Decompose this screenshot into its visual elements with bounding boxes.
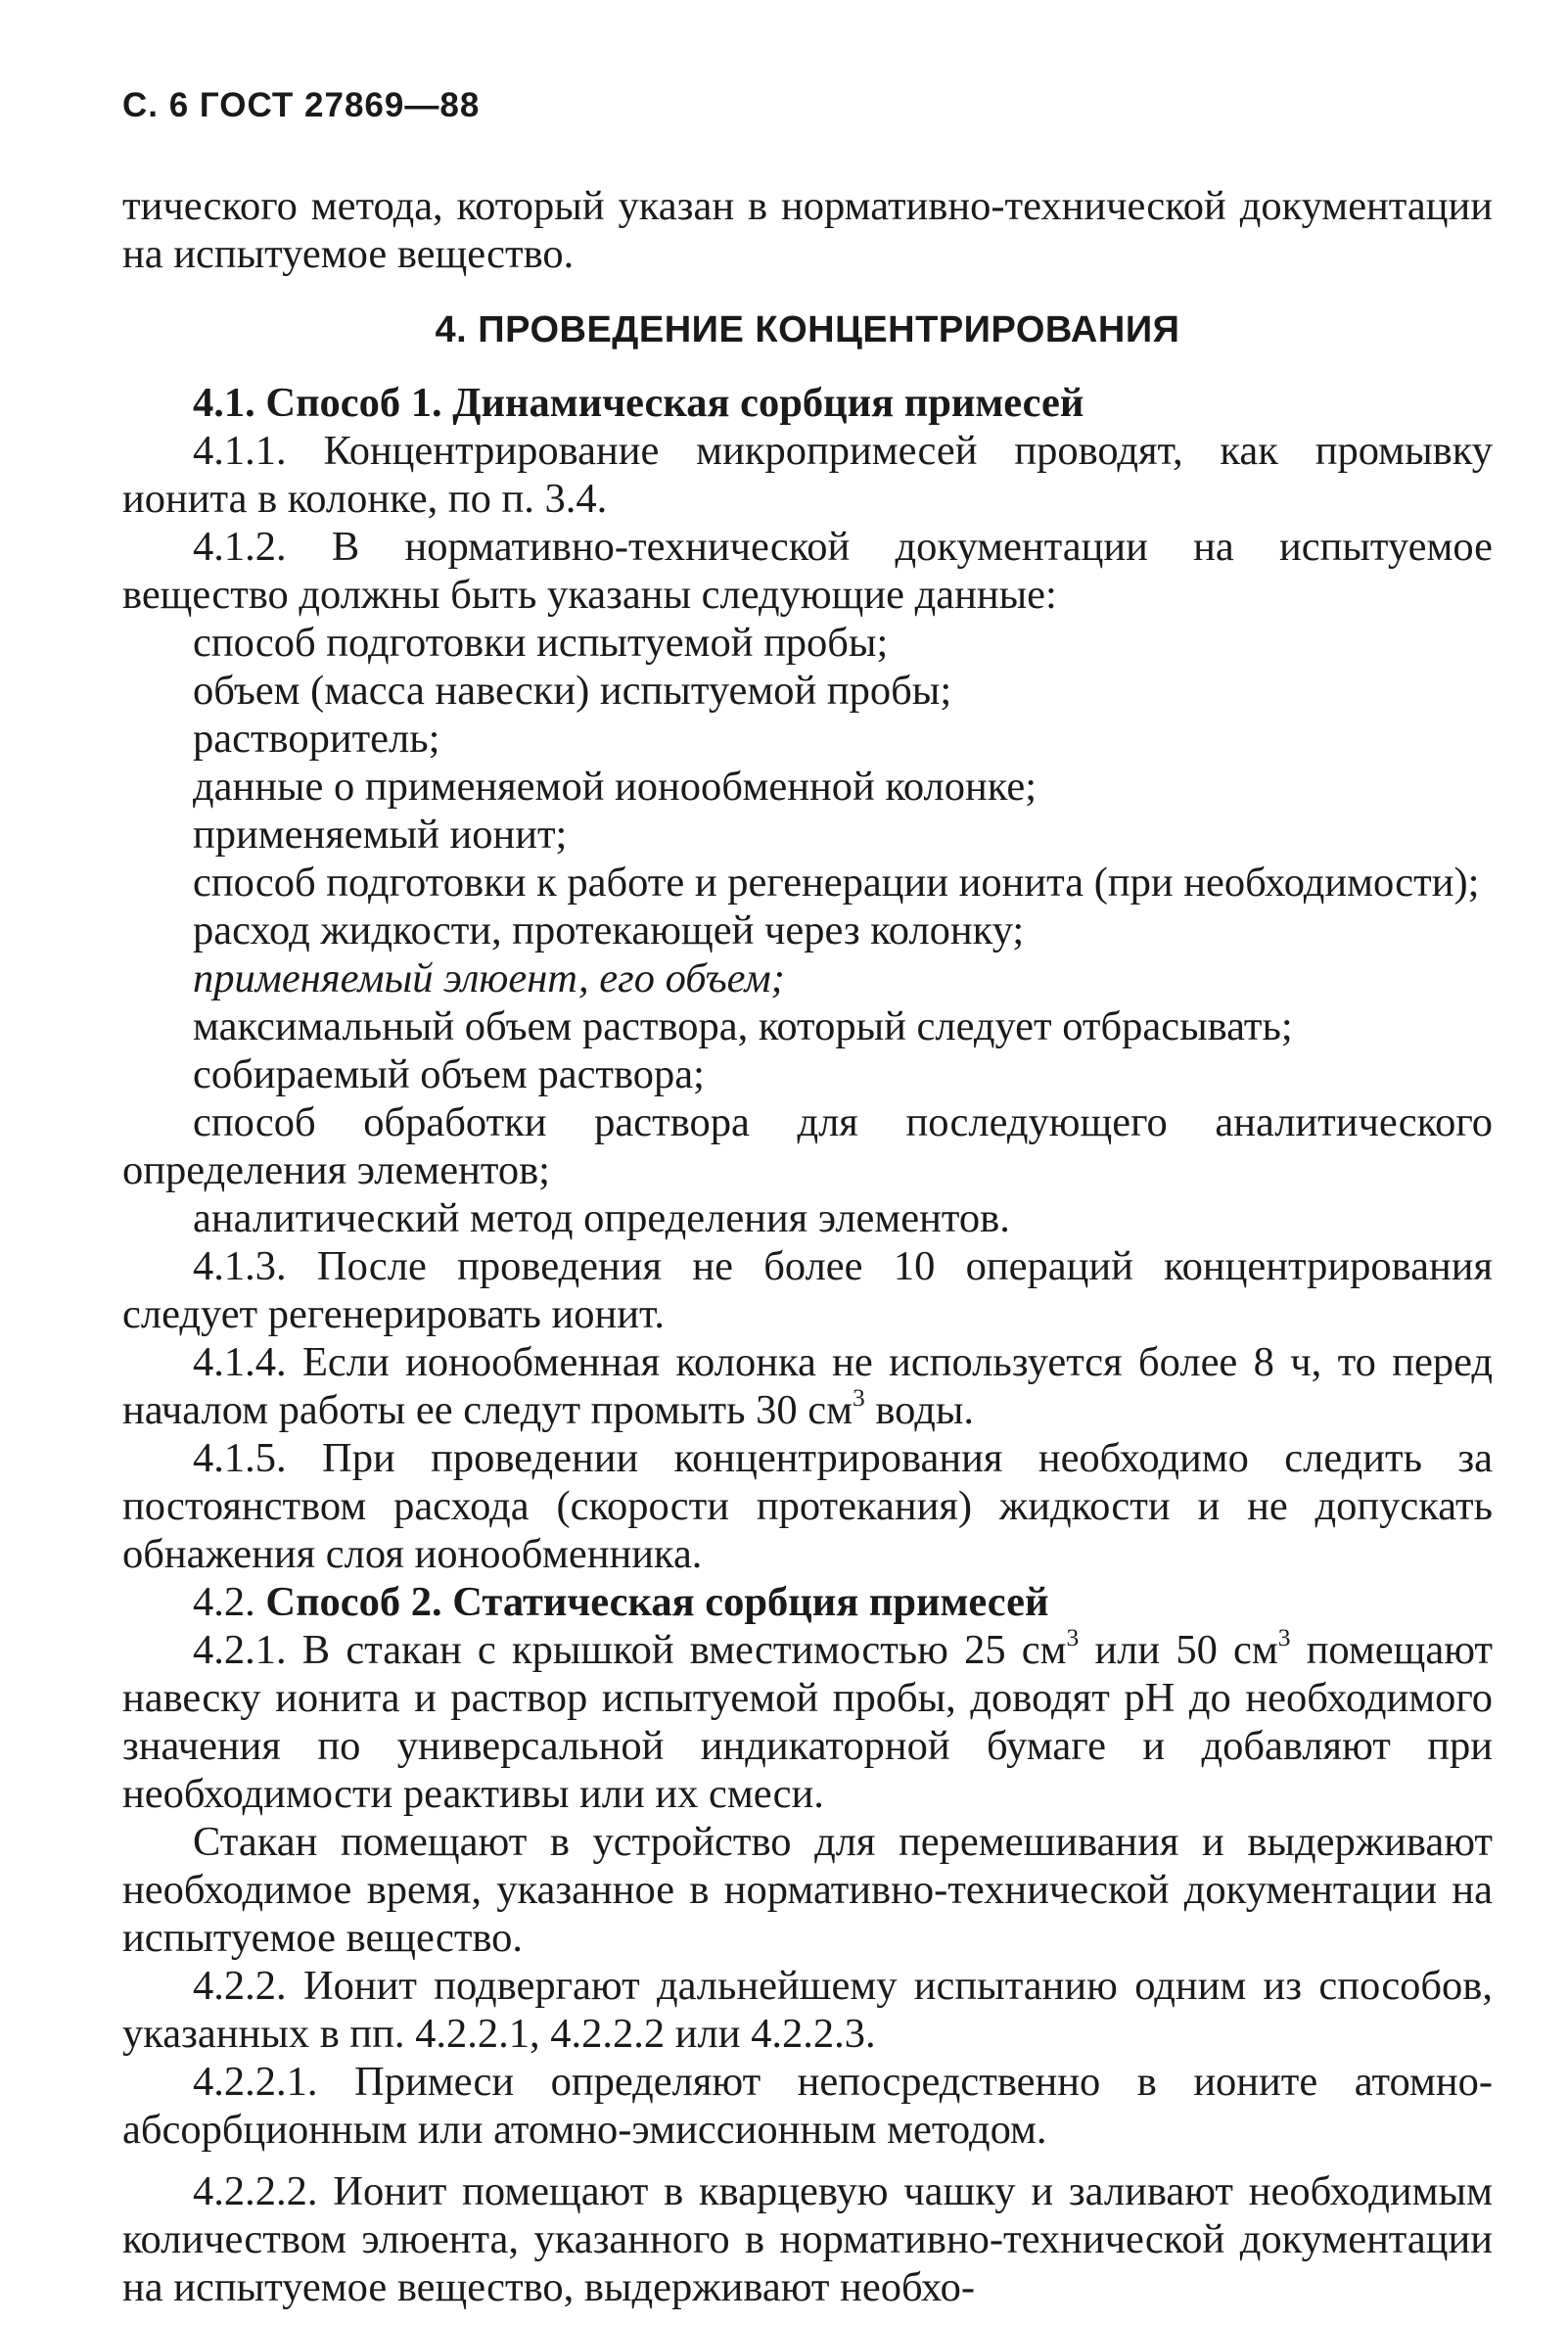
paragraph-4-2-2-1: 4.2.2.1. Примеси определяют непосредственно в ионите атомно-абсорбционным или атомно-эмиссионным методом. [122, 2059, 1493, 2153]
paragraph-4-1-1: 4.1.1. Концентрирование микропримесей проводят, как промывку ионита в колонке, по п. 3.4. [122, 428, 1493, 522]
paragraph-4-1-3: 4.1.3. После проведения не более 10 операций концентрирования следует регенерировать ионит. [122, 1243, 1493, 1337]
page-header: С. 6 ГОСТ 27869—88 [122, 86, 481, 124]
list-item: объем (масса навески) испытуемой пробы; [193, 668, 952, 714]
list-item: растворитель; [193, 716, 440, 762]
document-body [122, 182, 1493, 2311]
list-item: собираемый объем раствора; [193, 1051, 705, 1097]
paragraph-4-2-1: 4.2.1. В стакан с крышкой вместимостью 25 $см^3$ или 50 $см^3$ помещают навеску ионита и раствор испытуемой пробы, доводят pH до необходимого значения по универсальной индикаторной бумаге и добавляют при необходимости реактивы или их смеси. [122, 1623, 1493, 1817]
list-item: максимальный объем раствора, который следует отбрасывать; [193, 1003, 1293, 1049]
intro-paragraph: тического метода, который указан в нормативно-технической документации на испытуемое вещество. [122, 183, 1493, 277]
list-item: расход жидкости, протекающей через колонку; [193, 907, 1025, 953]
paragraph-4-1-4: 4.1.4. Если ионообменная колонка не используется более 8 ч, то перед началом работы ее следут промыть 30 $см^3$ воды. [122, 1339, 1493, 1433]
list-item: применяемый элюент, его объем; [193, 955, 785, 1001]
subsection-4-1-title: 4.1. Способ 1. Динамическая сорбция примесей [193, 380, 1084, 426]
section-title: 4. ПРОВЕДЕНИЕ КОНЦЕНТРИРОВАНИЯ [435, 309, 1180, 350]
list-item: способ подготовки к работе и регенерации ионита (при необходимости); [193, 860, 1480, 906]
paragraph-4-1-5: 4.1.5. При проведении концентрирования необходимо следить за постоянством расхода (скорости протекания) жидкости и не допускать обнажения слоя ионообменника. [122, 1435, 1493, 1577]
list-item: применяемый ионит; [193, 812, 568, 858]
paragraph-4-2-1-continued: Стакан помещают в устройство для перемешивания и выдерживают необходимое время, указанное в нормативно-технической документации на испытуемое вещество. [122, 1819, 1493, 1961]
list-item: способ обработки раствора для последующего аналитического определения элементов; [122, 1099, 1493, 1193]
paragraph-4-2-2-2: 4.2.2.2. Ионит помещают в кварцевую чашку и заливают необходимым количеством элюента, указанного в нормативно-технической документации на испытуемое вещество, выдерживают необхо- [122, 2168, 1493, 2310]
paragraph-4-2-2: 4.2.2. Ионит подвергают дальнейшему испытанию одним из способов, указанных в пп. 4.2.2.1, 4.2.2.2 или 4.2.2.3. [122, 1963, 1493, 2057]
list-item: аналитический метод определения элементов. [193, 1195, 1010, 1241]
subsection-4-2-title: 4.2. Способ 2. Статическая сорбция примесей [193, 1579, 1049, 1625]
paragraph-4-1-2: 4.1.2. В нормативно-технической документации на испытуемое вещество должны быть указаны следующие данные: [122, 524, 1493, 618]
list-item: данные о применяемой ионообменной колонке; [193, 764, 1038, 810]
list-item: способ подготовки испытуемой пробы; [193, 620, 889, 666]
